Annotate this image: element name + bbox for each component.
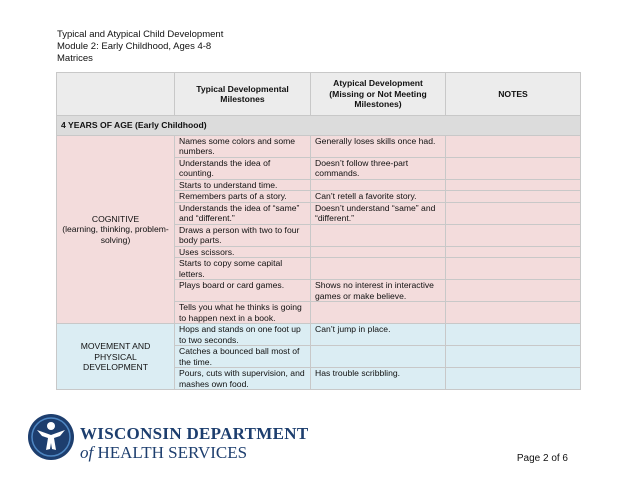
logo-health-services: HEALTH SERVICES bbox=[97, 443, 248, 462]
typical-cell: Uses scissors. bbox=[175, 246, 311, 257]
section-row bbox=[57, 116, 581, 136]
atypical-cell bbox=[311, 224, 446, 246]
notes-cell bbox=[446, 258, 581, 280]
atypical-cell: Generally loses skills once had. bbox=[311, 136, 446, 158]
dhs-wordmark bbox=[80, 424, 308, 463]
atypical-cell: Doesn’t follow three-part commands. bbox=[311, 158, 446, 180]
typical-cell: Remembers parts of a story. bbox=[175, 191, 311, 202]
logo-of: of bbox=[80, 443, 94, 462]
typical-cell: Draws a person with two to four body parts. bbox=[175, 224, 311, 246]
typical-cell: Hops and stands on one foot up to two seconds. bbox=[175, 324, 311, 346]
table-row bbox=[57, 136, 581, 158]
notes-cell bbox=[446, 224, 581, 246]
notes-cell bbox=[446, 302, 581, 324]
notes-cell bbox=[446, 202, 581, 224]
typical-cell: Catches a bounced ball most of the time. bbox=[175, 346, 311, 368]
header-subtitle: Matrices bbox=[57, 53, 93, 64]
atypical-cell: Has trouble scribbling. bbox=[311, 368, 446, 390]
logo-line-department: WISCONSIN DEPARTMENT bbox=[80, 424, 309, 443]
header-title: Typical and Atypical Child Development bbox=[57, 29, 224, 40]
typical-cell: Starts to understand time. bbox=[175, 180, 311, 191]
document-header bbox=[57, 29, 223, 65]
page-number: Page 2 of 6 bbox=[516, 453, 568, 464]
column-header-category bbox=[57, 73, 175, 116]
column-header-atypical: Atypical Development (Missing or Not Meeting Milestones) bbox=[311, 73, 446, 116]
atypical-cell: Shows no interest in interactive games or make believe. bbox=[311, 280, 446, 302]
notes-cell bbox=[446, 346, 581, 368]
atypical-cell bbox=[311, 346, 446, 368]
header-module: Module 2: Early Childhood, Ages 4-8 bbox=[57, 41, 212, 52]
notes-cell bbox=[446, 158, 581, 180]
typical-cell: Understands the idea of “same” and “different.” bbox=[175, 202, 311, 224]
category-movement: MOVEMENT AND PHYSICAL DEVELOPMENT bbox=[57, 324, 175, 390]
notes-cell bbox=[446, 191, 581, 202]
dhs-seal-logo bbox=[27, 413, 75, 461]
category-sublabel: (learning, thinking, problem-solving) bbox=[62, 224, 169, 245]
notes-cell bbox=[446, 368, 581, 390]
column-header-notes: NOTES bbox=[446, 73, 581, 116]
typical-cell: Tells you what he thinks is going to happen next in a book. bbox=[175, 302, 311, 324]
table-row bbox=[57, 324, 581, 346]
category-label: COGNITIVE bbox=[91, 214, 140, 224]
development-matrix-table bbox=[56, 72, 581, 390]
category-cognitive bbox=[57, 136, 175, 324]
atypical-cell bbox=[311, 302, 446, 324]
atypical-cell bbox=[311, 246, 446, 257]
typical-cell: Plays board or card games. bbox=[175, 280, 311, 302]
typical-cell: Understands the idea of counting. bbox=[175, 158, 311, 180]
typical-cell: Names some colors and some numbers. bbox=[175, 136, 311, 158]
atypical-cell bbox=[311, 180, 446, 191]
section-title: 4 YEARS OF AGE (Early Childhood) bbox=[57, 116, 581, 136]
atypical-cell: Doesn’t understand “same” and “different.” bbox=[311, 202, 446, 224]
notes-cell bbox=[446, 136, 581, 158]
typical-cell: Pours, cuts with supervision, and mashes own food. bbox=[175, 368, 311, 390]
atypical-cell: Can’t jump in place. bbox=[311, 324, 446, 346]
typical-cell: Starts to copy some capital letters. bbox=[175, 258, 311, 280]
table-header-row bbox=[57, 73, 581, 116]
column-header-typical: Typical Developmental Milestones bbox=[175, 73, 311, 116]
notes-cell bbox=[446, 180, 581, 191]
logo-line-health-services bbox=[80, 443, 308, 463]
atypical-cell bbox=[311, 258, 446, 280]
notes-cell bbox=[446, 280, 581, 302]
notes-cell bbox=[446, 324, 581, 346]
atypical-cell: Can’t retell a favorite story. bbox=[311, 191, 446, 202]
notes-cell bbox=[446, 246, 581, 257]
